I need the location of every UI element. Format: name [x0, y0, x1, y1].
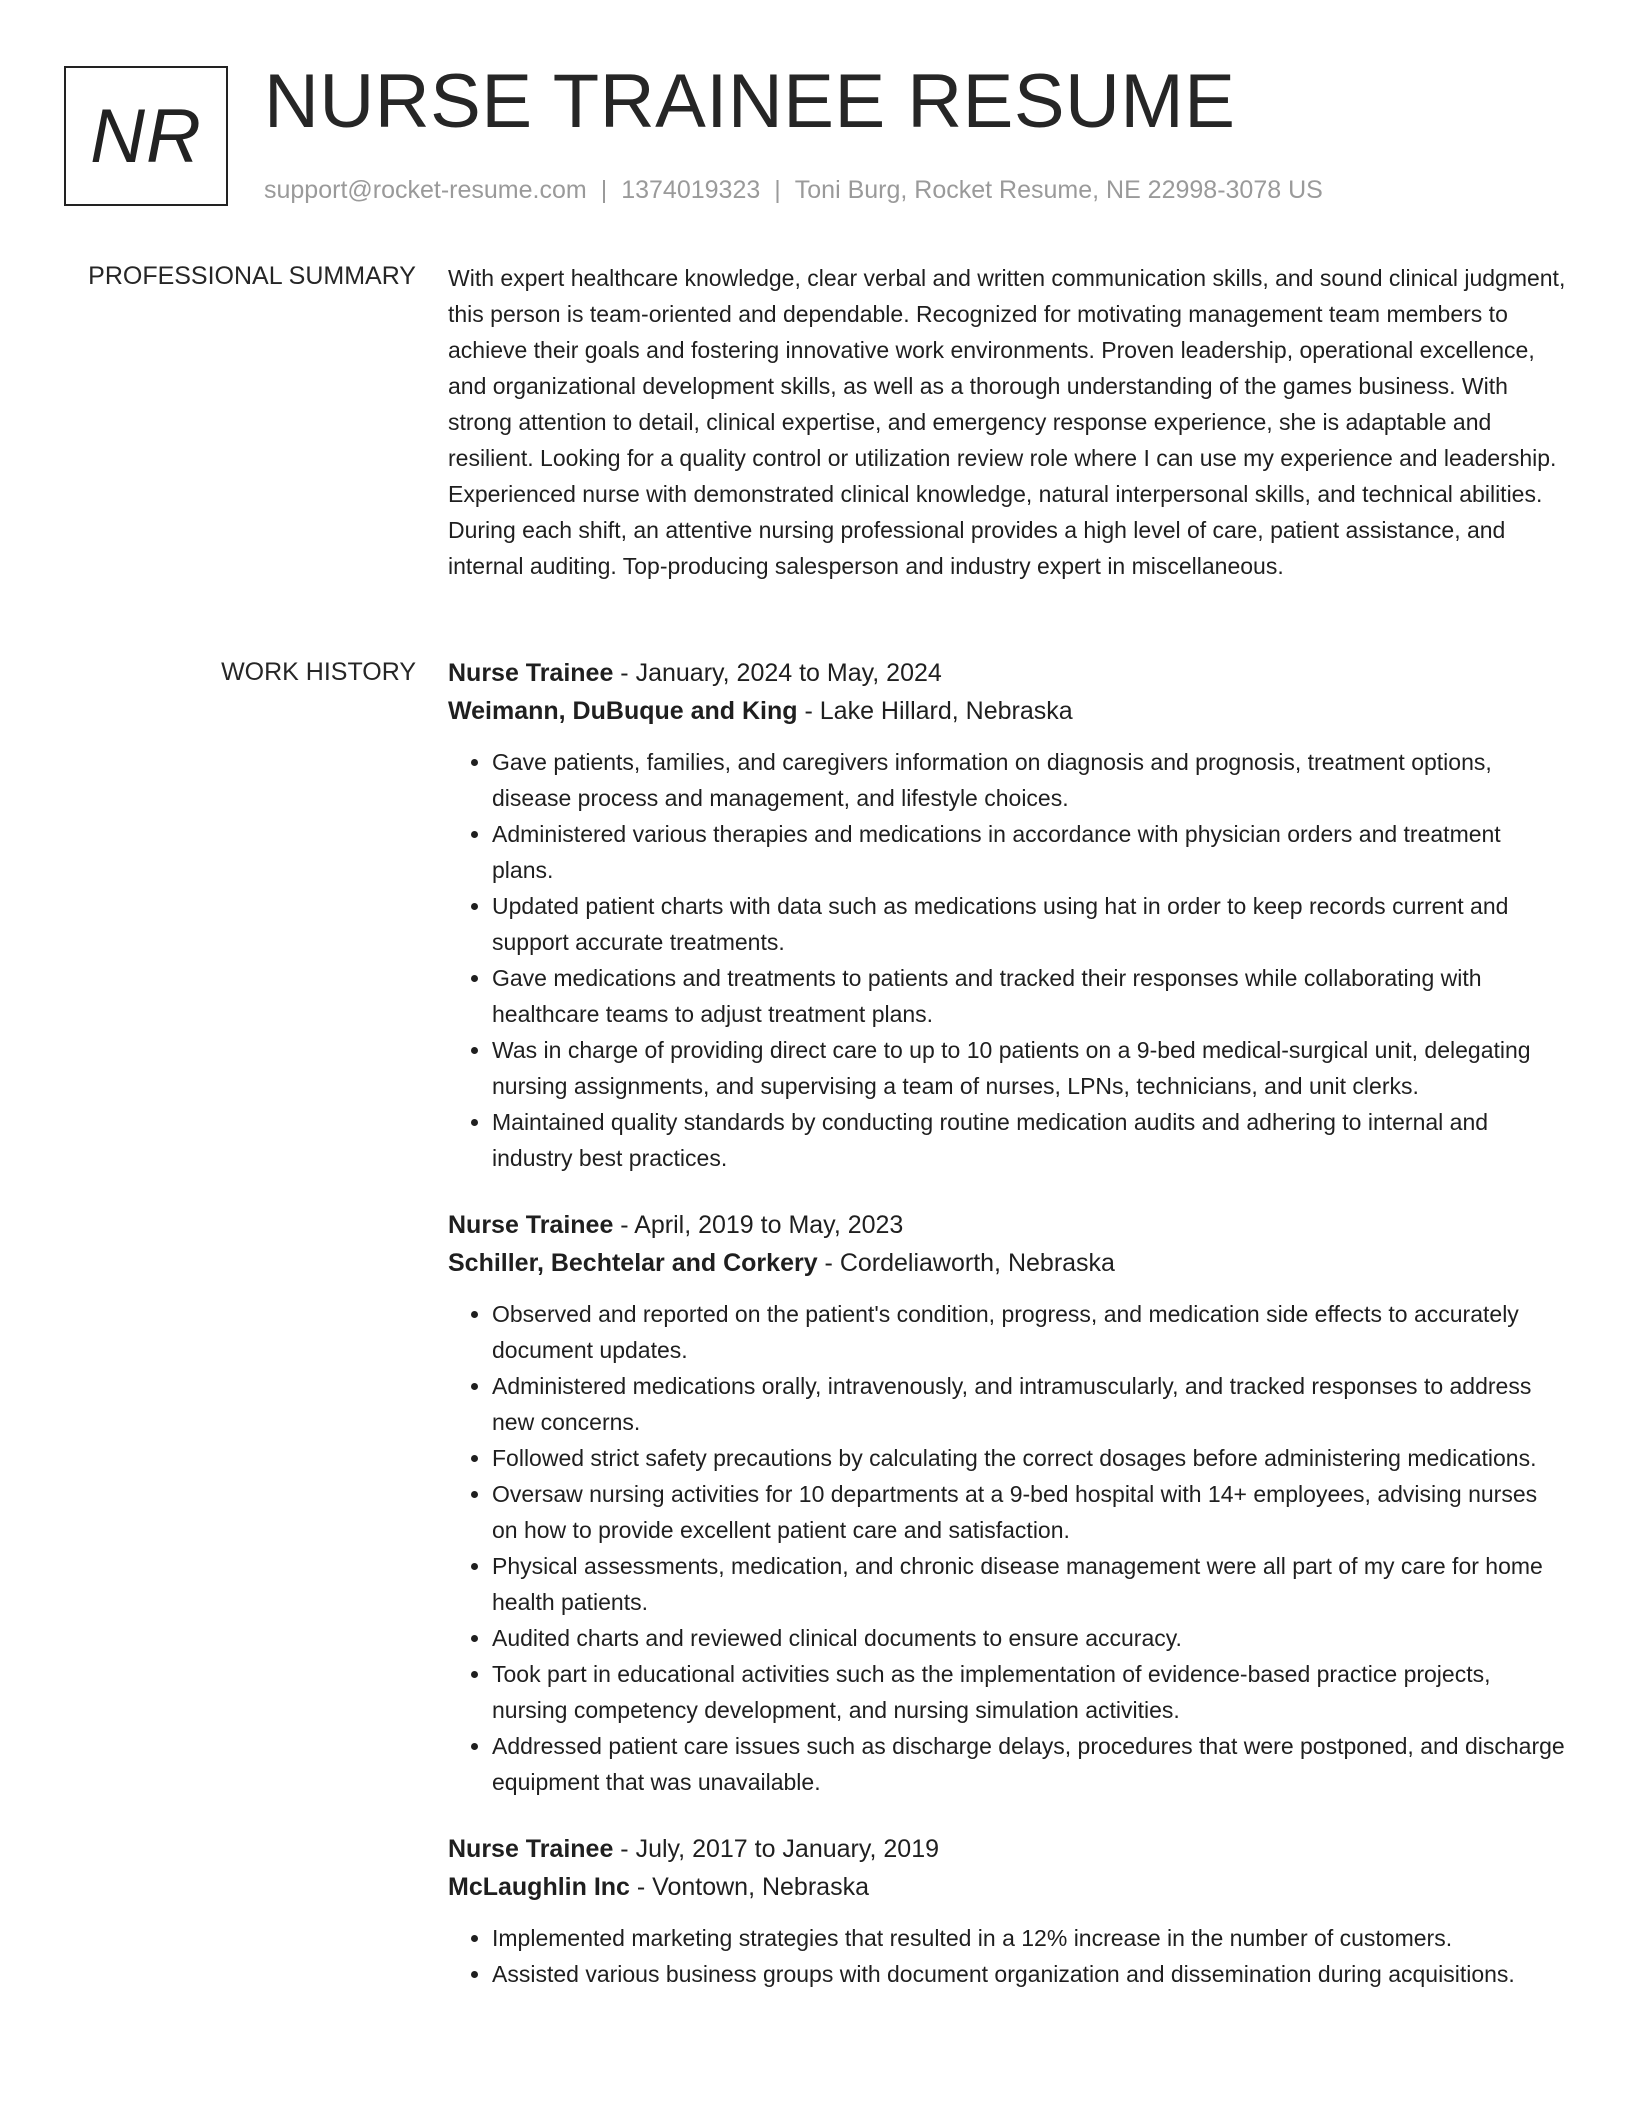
- job-dates: - July, 2017 to January, 2019: [613, 1835, 940, 1863]
- job-location: - Cordeliaworth, Nebraska: [817, 1249, 1115, 1277]
- job-company: Schiller, Bechtelar and Corkery: [448, 1249, 818, 1277]
- job-company: McLaughlin Inc: [448, 1873, 630, 1901]
- contact-phone: 1374019323: [621, 176, 761, 204]
- job-company-line: [448, 692, 1568, 730]
- job-bullet: • Maintained quality standards by conducting routine medication audits and adhering to internal and industry best practices.: [492, 1104, 1568, 1176]
- job-bullet: • Assisted various business groups with document organization and dissemination during acquisitions.: [492, 1956, 1568, 1992]
- section-label-work-history: WORK HISTORY: [221, 658, 416, 686]
- job-bullet: • Observed and reported on the patient's condition, progress, and medication side effects to accurately document updates.: [492, 1296, 1568, 1368]
- job-bullet: • Took part in educational activities such as the implementation of evidence-based practice projects, nursing competency development, and nursing simulation activities.: [492, 1656, 1568, 1728]
- job-bullet: • Oversaw nursing activities for 10 departments at a 9-bed hospital with 14+ employees, advising nurses on how to provide excellent patient care and satisfaction.: [492, 1476, 1568, 1548]
- job-bullet-list: [448, 744, 1568, 1176]
- job-bullet: • Implemented marketing strategies that resulted in a 12% increase in the number of customers.: [492, 1920, 1568, 1956]
- job-title: Nurse Trainee: [448, 1211, 614, 1239]
- job-title: Nurse Trainee: [448, 1835, 614, 1863]
- job-bullet: • Gave patients, families, and caregivers information on diagnosis and prognosis, treatment options, disease process and management, and lifestyle choices.: [492, 744, 1568, 816]
- job-entry: [448, 654, 1568, 1176]
- job-bullet: • Physical assessments, medication, and chronic disease management were all part of my care for home health patients.: [492, 1548, 1568, 1620]
- job-bullet: • Administered various therapies and medications in accordance with physician orders and treatment plans.: [492, 816, 1568, 888]
- work-history-body: [448, 654, 1568, 2022]
- job-title-line: [448, 1206, 1568, 1244]
- resume-title: NURSE TRAINEE RESUME: [264, 59, 1236, 144]
- job-bullet-list: [448, 1920, 1568, 1992]
- monogram-logo: [64, 66, 228, 206]
- contact-email: support@rocket-resume.com: [264, 176, 587, 204]
- job-title-line: [448, 1830, 1568, 1868]
- job-location: - Lake Hillard, Nebraska: [797, 697, 1073, 725]
- job-bullet: • Followed strict safety precautions by calculating the correct dosages before administering medications.: [492, 1440, 1568, 1476]
- job-dates: - January, 2024 to May, 2024: [613, 659, 942, 687]
- job-bullet: • Addressed patient care issues such as discharge delays, procedures that were postponed, and discharge equipment that was unavailable.: [492, 1728, 1568, 1800]
- job-company: Weimann, DuBuque and King: [448, 697, 798, 725]
- contact-line: [264, 172, 1323, 208]
- job-entry: [448, 1830, 1568, 1992]
- job-company-line: [448, 1868, 1568, 1906]
- job-company-line: [448, 1244, 1568, 1282]
- job-bullet-list: [448, 1296, 1568, 1800]
- job-bullet: • Updated patient charts with data such as medications using hat in order to keep records current and support accurate treatments.: [492, 888, 1568, 960]
- job-title-line: [448, 654, 1568, 692]
- job-location: - Vontown, Nebraska: [629, 1873, 869, 1901]
- contact-separator: |: [774, 176, 781, 204]
- job-title: Nurse Trainee: [448, 659, 614, 687]
- contact-separator: |: [600, 176, 608, 204]
- job-bullet: • Was in charge of providing direct care to up to 10 patients on a 9-bed medical-surgical unit, delegating nursing assignments, and supervising a team of nurses, LPNs, technicians, and unit clerks.: [492, 1032, 1568, 1104]
- summary-text: With expert healthcare knowledge, clear verbal and written communication skills, and sound clinical judgment, this person is team-oriented and dependable. Recognized for motivating management team members to achieve their goals and fostering innovative work environments. Proven leadership, operational excellence, and organizational development skills, as well as a thorough understanding of the games business. With strong attention to detail, clinical expertise, and emergency response experience, she is adaptable and resilient. Looking for a quality control or utilization review role where I can use my experience and leadership. Experienced nurse with demonstrated clinical knowledge, natural interpersonal skills, and technical abilities. During each shift, an attentive nursing professional provides a high level of care, patient assistance, and internal auditing. Top-producing salesperson and industry expert in miscellaneous.: [448, 265, 1566, 579]
- job-bullet: • Audited charts and reviewed clinical documents to ensure accuracy.: [492, 1620, 1568, 1656]
- monogram-text: NR: [90, 93, 202, 179]
- section-label-summary: PROFESSIONAL SUMMARY: [88, 262, 416, 290]
- job-dates: - April, 2019 to May, 2023: [613, 1211, 904, 1239]
- job-bullet: • Administered medications orally, intravenously, and intramuscularly, and tracked responses to address new concerns.: [492, 1368, 1568, 1440]
- job-bullet: • Gave medications and treatments to patients and tracked their responses while collaborating with healthcare teams to adjust treatment plans.: [492, 960, 1568, 1032]
- job-entry: [448, 1206, 1568, 1800]
- contact-address: Toni Burg, Rocket Resume, NE 22998-3078 US: [794, 176, 1323, 204]
- summary-body: [448, 260, 1568, 584]
